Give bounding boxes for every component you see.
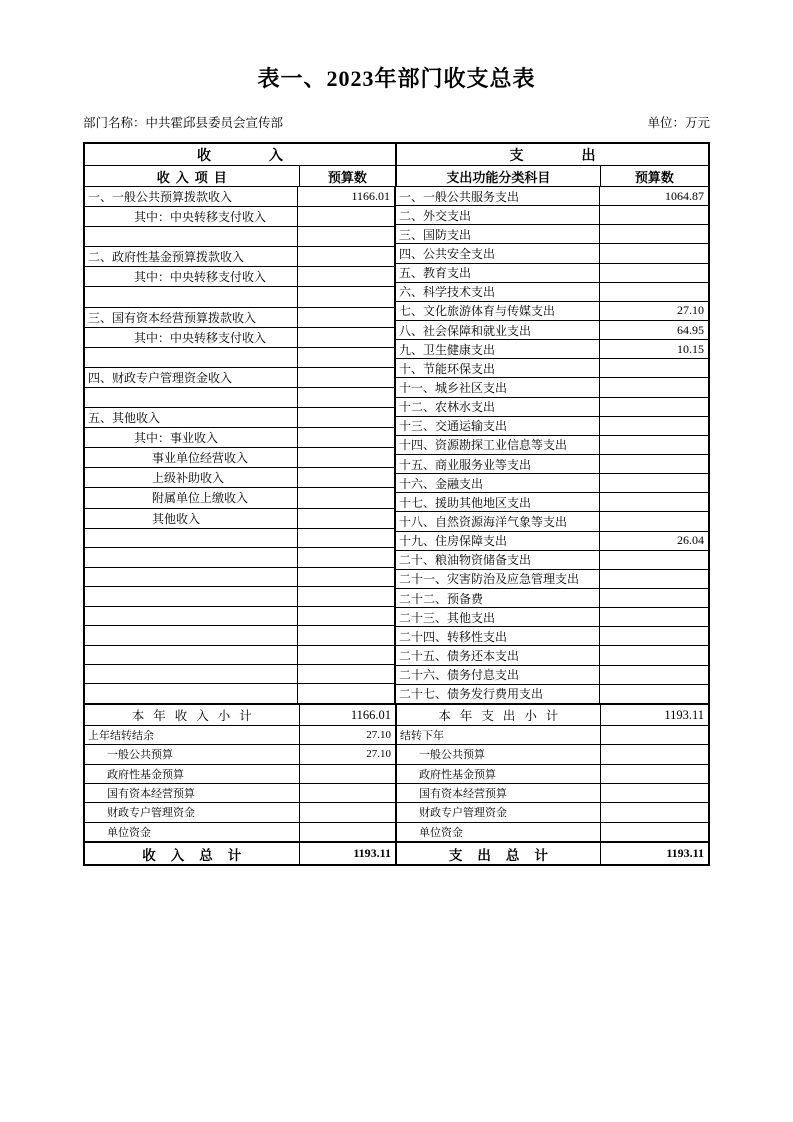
income-section-header [85, 144, 395, 165]
income-row-value [297, 626, 394, 644]
carryover-row [85, 783, 708, 802]
carryover-left-value [299, 803, 395, 821]
expense-row-value [599, 417, 708, 435]
expense-row-label: 十、节能环保支出 [399, 361, 496, 376]
carryover-right-value [600, 745, 708, 763]
income-row-label: 二、政府性基金预算拨款收入 [88, 250, 245, 265]
carryover-left-value [299, 784, 395, 802]
income-row-value [297, 665, 394, 683]
income-row-value [297, 428, 394, 447]
expense-row-label: 二十五、债务还本支出 [399, 648, 520, 663]
income-row [85, 547, 394, 566]
carryover-right-value [600, 803, 708, 821]
meta-row [83, 113, 710, 131]
expense-row [396, 263, 708, 282]
income-row-label: 三、国有资本经营预算拨款收入 [88, 310, 257, 325]
expense-row-label: 二十四、转移性支出 [399, 629, 508, 644]
expense-row-value [599, 493, 708, 511]
income-row [85, 327, 394, 347]
carryover-section [85, 725, 708, 841]
income-row-value [297, 308, 394, 327]
income-row [85, 625, 394, 644]
carryover-left-value [299, 823, 395, 841]
expense-row-label: 十一、城乡社区支出 [399, 380, 508, 395]
income-row-value [297, 568, 394, 586]
income-items-column-header [85, 166, 299, 186]
expense-row-label: 十六、金融支出 [399, 476, 484, 491]
income-row-label [85, 348, 297, 367]
carryover-right-value [600, 823, 708, 841]
expense-row-value: 26.04 [599, 532, 708, 550]
expense-row [396, 492, 708, 511]
department-name: 部门名称：中共霍邱县委员会宣传部 [83, 116, 284, 130]
budget-summary-table [83, 142, 710, 866]
expense-row-value [599, 264, 708, 282]
income-row-label: 事业单位经营收入 [152, 451, 249, 466]
income-row-value [297, 529, 394, 547]
income-row-label: 其中：中央转移支付收入 [134, 210, 267, 225]
income-row [85, 367, 394, 387]
income-row [85, 226, 394, 246]
expense-row-label: 六、科学技术支出 [399, 285, 496, 300]
income-row-value [297, 488, 394, 507]
carryover-left-value: 27.10 [299, 745, 395, 763]
expense-row [396, 645, 708, 664]
expense-row-value [599, 570, 708, 588]
income-row-value [297, 587, 394, 605]
income-row-label [85, 227, 297, 246]
unit-label: 单位：万元 [647, 116, 710, 130]
expense-total-text: 支出总计 [448, 847, 563, 863]
carryover-row [85, 725, 708, 744]
income-row [85, 664, 394, 683]
expense-row-value [599, 206, 708, 224]
expense-row-label: 十三、交通运输支出 [399, 419, 508, 434]
expense-row [396, 320, 708, 339]
carryover-row [85, 764, 708, 783]
carryover-right-label: 政府性基金预算 [395, 765, 600, 783]
income-row [85, 266, 394, 286]
carryover-right-label: 国有资本经营预算 [395, 784, 600, 802]
income-row [85, 567, 394, 586]
expense-row-value [599, 627, 708, 645]
subtotal-row [85, 703, 708, 725]
income-row-label: 五、其他收入 [88, 411, 161, 426]
income-row-label: 其中：中央转移支付收入 [134, 270, 267, 285]
carryover-left-value: 27.10 [299, 726, 395, 744]
income-row-value [297, 348, 394, 367]
income-row [85, 187, 394, 206]
income-row-value [297, 368, 394, 387]
carryover-right-label: 结转下年 [395, 726, 600, 744]
expense-row-label: 九、卫生健康支出 [399, 342, 496, 357]
income-items-column-label: 收入项目 [156, 169, 233, 185]
income-row [85, 467, 394, 487]
carryover-left-label: 国有资本经营预算 [107, 788, 195, 801]
income-row-value [297, 408, 394, 427]
expense-subtotal-value: 1193.11 [600, 705, 708, 725]
carryover-left-label: 政府性基金预算 [107, 768, 184, 781]
expense-row [396, 511, 708, 530]
expense-row [396, 397, 708, 416]
carryover-right-label: 单位资金 [395, 823, 600, 841]
expense-row [396, 416, 708, 435]
expense-row-label: 五、教育支出 [399, 266, 472, 281]
expense-row [396, 665, 708, 684]
income-subtotal-value: 1166.01 [299, 705, 395, 725]
expense-items-column-header: 支出功能分类科目 [395, 166, 600, 186]
income-row [85, 586, 394, 605]
income-row-label: 其中：事业收入 [134, 431, 219, 446]
income-row-value [297, 448, 394, 467]
income-row-value [297, 287, 394, 306]
expense-row [396, 531, 708, 550]
income-row [85, 683, 394, 702]
expense-row-value [599, 666, 708, 684]
expense-row-label: 十四、资源勘探工业信息等支出 [399, 438, 568, 453]
expense-row [396, 358, 708, 377]
income-row [85, 307, 394, 327]
expense-budget-column-header: 预算数 [600, 166, 708, 186]
expense-row [396, 684, 708, 703]
expense-row-value [599, 685, 708, 703]
income-row [85, 206, 394, 226]
carryover-row [85, 822, 708, 841]
income-body [85, 187, 394, 703]
expense-row-label: 四、公共安全支出 [399, 246, 496, 261]
income-row-label [85, 287, 297, 306]
expense-row-label: 十九、住房保障支出 [399, 534, 508, 549]
expense-row [396, 454, 708, 473]
income-row-value [297, 607, 394, 625]
expense-row-value [599, 551, 708, 569]
income-row [85, 447, 394, 467]
expense-row-label: 十五、商业服务业等支出 [399, 457, 532, 472]
expense-row-label: 二、外交支出 [399, 208, 472, 223]
expense-row-value: 1064.87 [599, 187, 708, 205]
expense-row [396, 339, 708, 358]
expense-row [396, 569, 708, 588]
income-section-label: 收入 [197, 148, 341, 164]
expense-row [396, 607, 708, 626]
income-row [85, 427, 394, 447]
expense-body [394, 187, 708, 703]
expense-row-value: 27.10 [599, 302, 708, 320]
expense-row-value [599, 512, 708, 530]
income-row-label [85, 529, 297, 547]
expense-row [396, 243, 708, 262]
income-row-value [297, 548, 394, 566]
expense-row-value [599, 378, 708, 396]
income-row-label: 附属单位上缴收入 [152, 491, 249, 506]
expense-row [396, 282, 708, 301]
expense-row-value [599, 225, 708, 243]
expense-row-value [599, 398, 708, 416]
income-subtotal-label [85, 705, 299, 725]
expense-total-value: 1193.11 [600, 843, 708, 864]
expense-row [396, 205, 708, 224]
expense-section-label: 支出 [509, 148, 654, 164]
expense-row [396, 626, 708, 645]
income-row-value [297, 509, 394, 528]
page-title: 表一、2023年部门收支总表 [257, 66, 536, 91]
expense-section-header [395, 144, 708, 165]
income-row-label [85, 587, 297, 605]
expense-row-label: 二十七、债务发行费用支出 [399, 687, 544, 702]
income-row [85, 487, 394, 507]
carryover-right-label: 财政专户管理资金 [395, 803, 600, 821]
expense-subtotal-label [395, 705, 600, 725]
expense-row [396, 377, 708, 396]
income-row [85, 508, 394, 528]
income-row-value [297, 267, 394, 286]
column-header-row [85, 165, 708, 186]
expense-row-label: 七、文化旅游体育与传媒支出 [399, 304, 556, 319]
income-row-label: 其中：中央转移支付收入 [134, 330, 267, 345]
income-row-label [85, 607, 297, 625]
expense-row [396, 187, 708, 205]
income-row-value: 1166.01 [297, 187, 394, 206]
income-row-value [297, 247, 394, 266]
income-row-value [297, 646, 394, 664]
income-total-text: 收入总计 [142, 847, 257, 863]
income-row-label [85, 665, 297, 683]
income-total-value: 1193.11 [299, 843, 395, 864]
expense-total-label [395, 843, 600, 864]
income-row-value [297, 207, 394, 226]
income-row [85, 528, 394, 547]
income-row-label: 四、财政专户管理资金收入 [88, 370, 233, 385]
carryover-right-value [600, 784, 708, 802]
income-row [85, 606, 394, 625]
expense-row-label: 十二、农林水支出 [399, 400, 496, 415]
income-row-label [85, 388, 297, 407]
carryover-row [85, 744, 708, 763]
expense-row [396, 588, 708, 607]
income-row-label [85, 646, 297, 664]
income-subtotal-text: 本年收入小计 [131, 709, 261, 723]
income-row-label [85, 626, 297, 644]
income-row-label: 一、一般公共预算拨款收入 [88, 190, 233, 205]
income-row-value [297, 468, 394, 487]
expense-row [396, 473, 708, 492]
expense-row-label: 十七、援助其他地区支出 [399, 495, 532, 510]
carryover-left-label: 上年结转结余 [88, 730, 154, 743]
carryover-left-label: 一般公共预算 [107, 749, 173, 762]
expense-row [396, 224, 708, 243]
expense-row-value: 10.15 [599, 340, 708, 358]
income-row-value [297, 328, 394, 347]
expense-row-label: 八、社会保障和就业支出 [399, 323, 532, 338]
expense-row [396, 550, 708, 569]
expense-row-value [599, 608, 708, 626]
income-row [85, 286, 394, 306]
expense-row [396, 301, 708, 320]
income-row-label [85, 684, 297, 702]
table-body [85, 186, 708, 703]
expense-row [396, 435, 708, 454]
expense-row-label: 二十二、预备费 [399, 591, 484, 606]
expense-row-value [599, 283, 708, 301]
expense-row-value [599, 455, 708, 473]
carryover-right-value [600, 726, 708, 744]
income-budget-column-header: 预算数 [299, 166, 395, 186]
income-row-label: 其他收入 [152, 511, 201, 526]
expense-subtotal-text: 本年支出小计 [438, 709, 568, 723]
income-total-label [85, 843, 299, 864]
income-row-value [297, 227, 394, 246]
expense-row-label: 三、国防支出 [399, 227, 472, 242]
carryover-row [85, 802, 708, 821]
income-row-value [297, 388, 394, 407]
expense-row-value [599, 474, 708, 492]
expense-row-label: 二十一、灾害防治及应急管理支出 [399, 572, 580, 587]
expense-row-value: 64.95 [599, 321, 708, 339]
income-row-label [85, 568, 297, 586]
income-row-label: 上级补助收入 [152, 471, 225, 486]
grand-total-row [85, 841, 708, 864]
carryover-right-label: 一般公共预算 [395, 745, 600, 763]
carryover-left-label: 单位资金 [107, 826, 151, 839]
carryover-right-value [600, 765, 708, 783]
carryover-left-value [299, 765, 395, 783]
income-row-value [297, 684, 394, 702]
expense-row-value [599, 646, 708, 664]
income-row [85, 387, 394, 407]
expense-row-label: 二十、粮油物资储备支出 [399, 553, 532, 568]
income-row [85, 347, 394, 367]
income-row-label [85, 548, 297, 566]
income-row [85, 246, 394, 266]
income-row [85, 407, 394, 427]
expense-row-label: 一、一般公共服务支出 [399, 189, 520, 204]
income-row [85, 645, 394, 664]
expense-row-value [599, 244, 708, 262]
expense-row-value [599, 589, 708, 607]
section-header-row [85, 144, 708, 165]
expense-row-value [599, 359, 708, 377]
carryover-left-label: 财政专户管理资金 [107, 807, 195, 820]
expense-row-label: 二十六、债务付息支出 [399, 668, 520, 683]
expense-row-label: 十八、自然资源海洋气象等支出 [399, 514, 568, 529]
expense-row-label: 二十三、其他支出 [399, 610, 496, 625]
expense-row-value [599, 436, 708, 454]
